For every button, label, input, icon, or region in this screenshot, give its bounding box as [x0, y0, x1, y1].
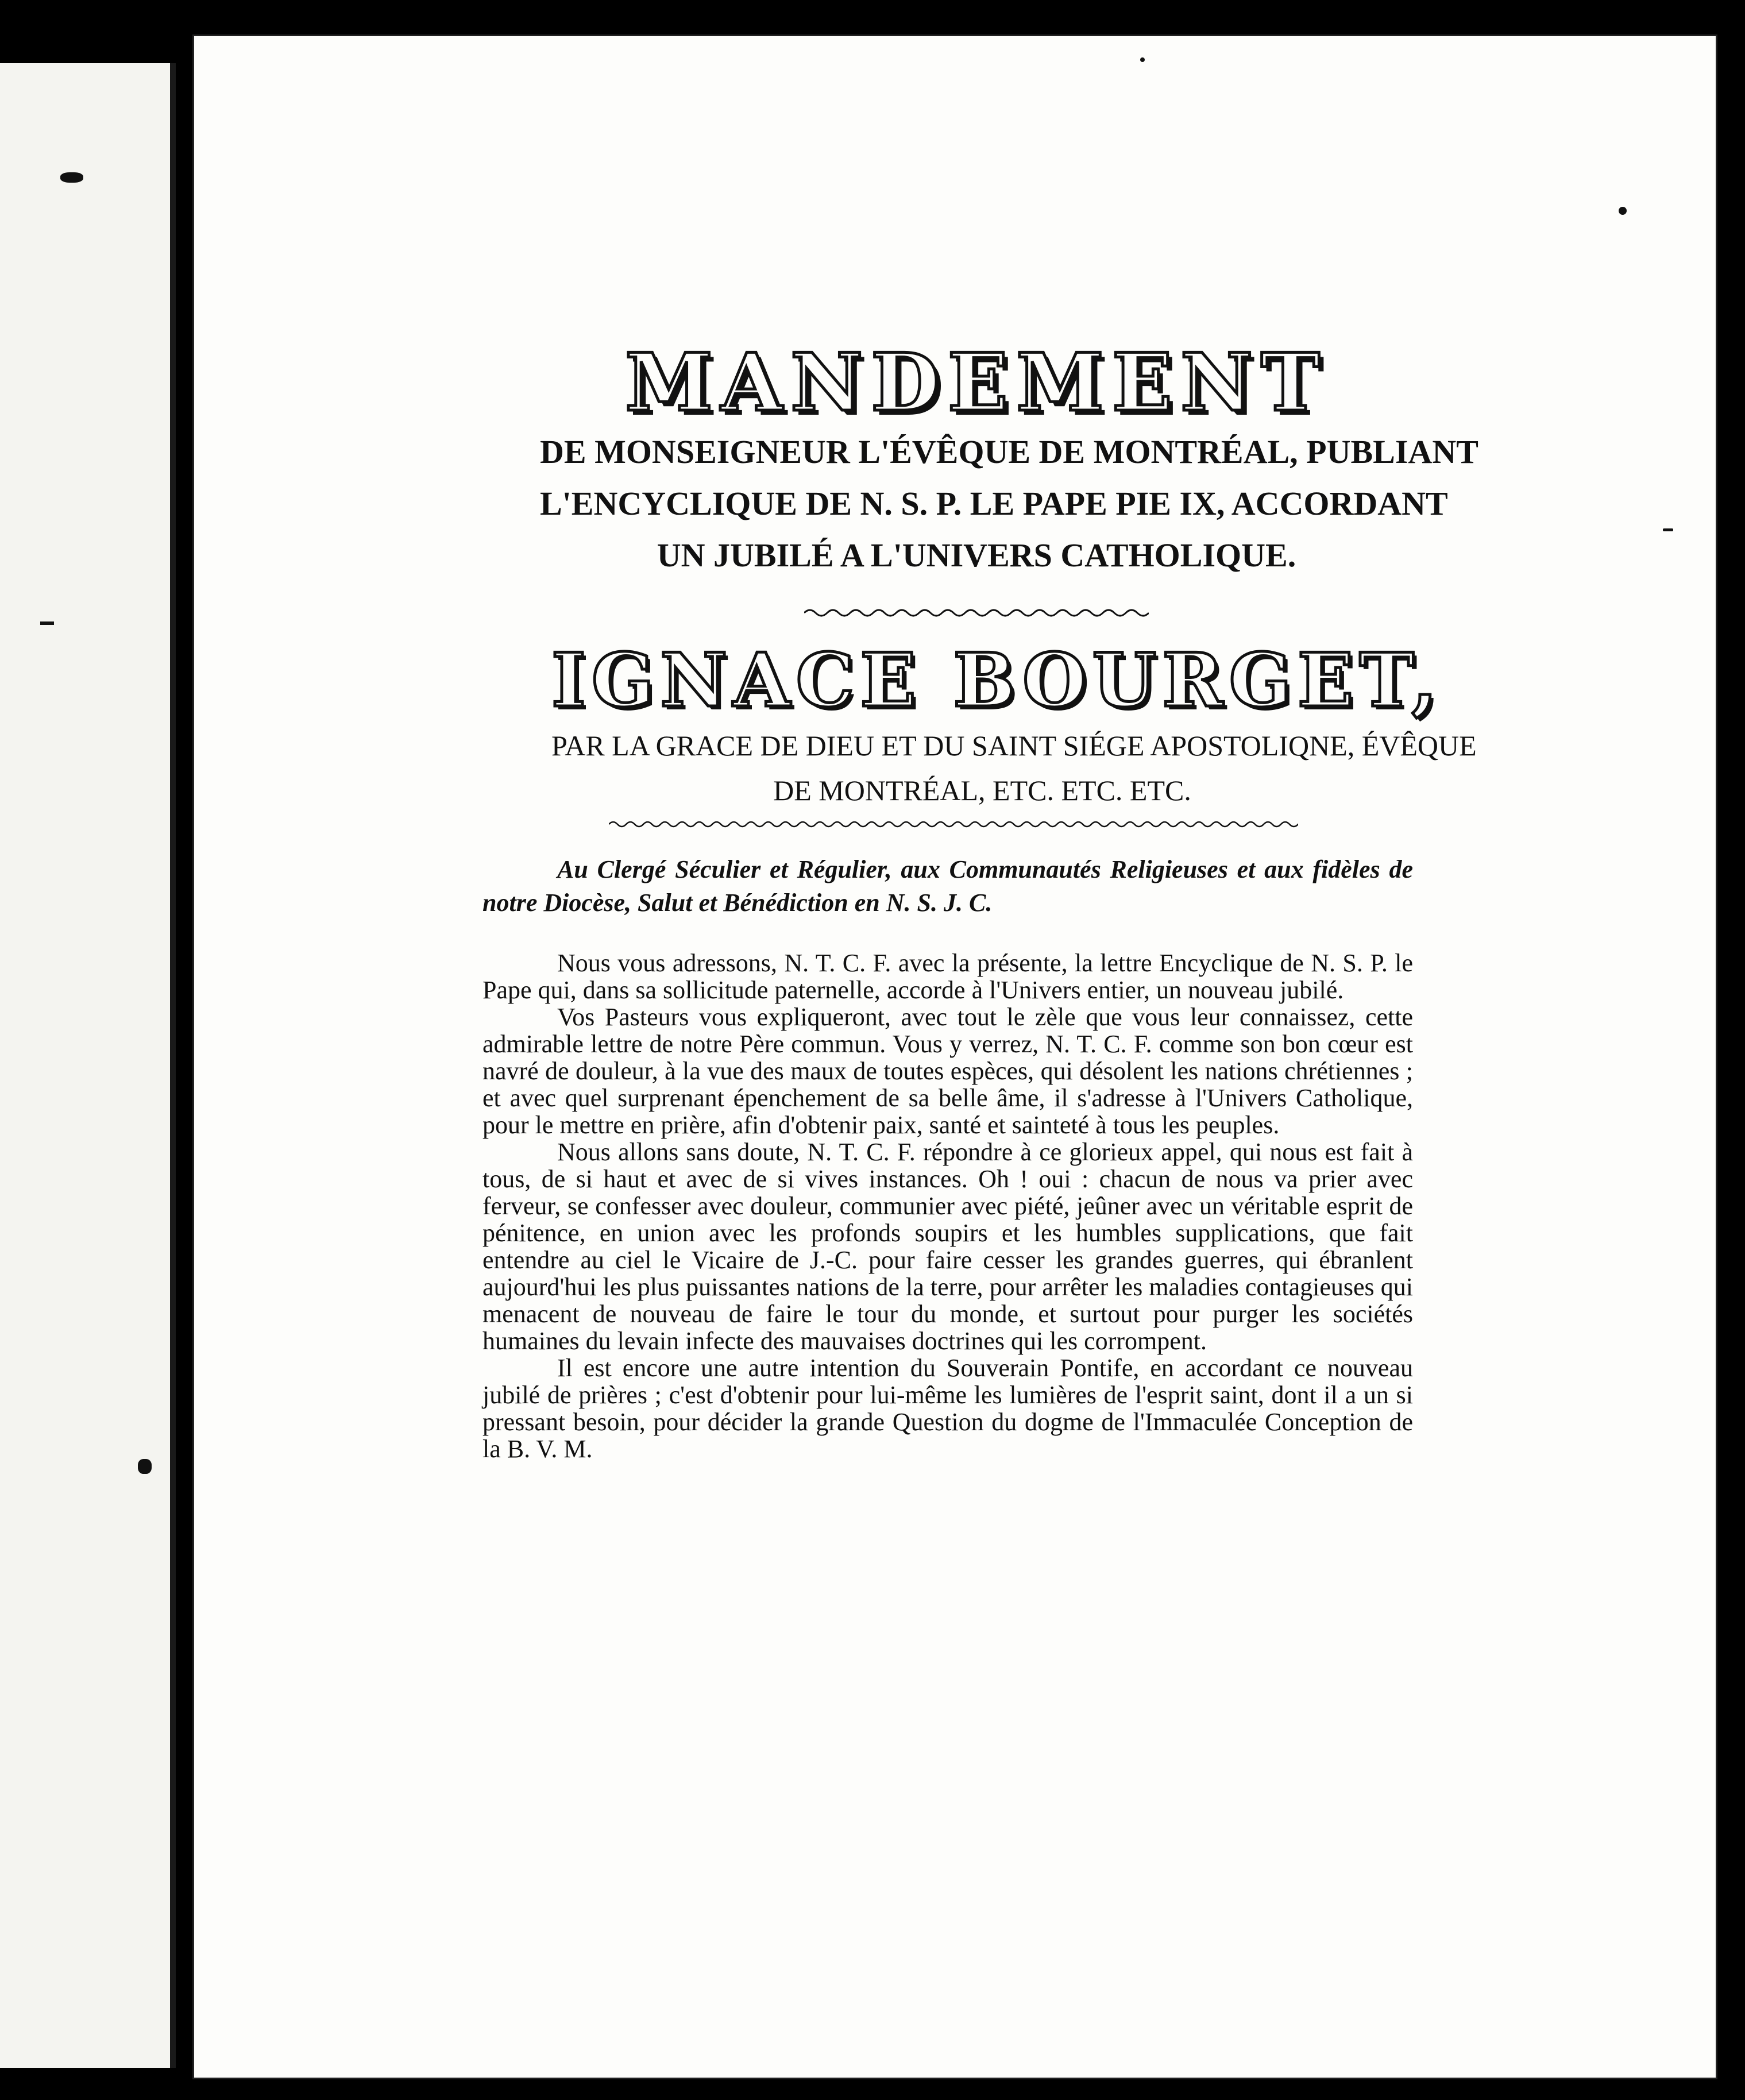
ink-speck	[40, 621, 54, 625]
document-title: MANDEMENT	[625, 335, 1328, 429]
ink-speck	[138, 1459, 152, 1474]
body-paragraph: Vos Pasteurs vous expliqueront, avec tout le zèle que vous leur connaissez, cette admirable lettre de notre Père commun. Vous y verrez, N. T. C. F. comme son bon cœur est navré de douleur, à la vue des maux de toutes espèces, qui désolent les nations chrétiennes ; et avec quel surprenant épenchement de sa belle âme, il s'adresse à l'Univers Catholique, pour le mettre en prière, afin d'obtenir paix, santé et sainteté à tous les peuples.	[482, 1002, 1413, 1139]
ink-speck	[1140, 57, 1145, 62]
ink-speck	[1663, 528, 1673, 531]
ink-speck	[1619, 207, 1627, 215]
bishop-name: IGNACE BOURGET,	[551, 637, 1443, 724]
bishop-title-line: DE MONTRÉAL, ETC. ETC. ETC.	[773, 774, 1191, 806]
mandement-text	[482, 335, 1478, 1463]
subtitle-line: UN JUBILÉ A L'UNIVERS CATHOLIQUE.	[657, 536, 1296, 574]
body-paragraph: Il est encore une autre intention du Souverain Pontife, en accordant ce nouveau jubilé de prières ; c'est d'obtenir pour lui-même les lumières de l'esprit saint, dont il a un si pressant besoin, pour décider la grande Question du dogme de l'Immaculée Conception de la B. V. M.	[482, 1353, 1413, 1463]
subtitle-line: DE MONSEIGNEUR L'ÉVÊQUE DE MONTRÉAL, PUBLIANT	[540, 433, 1478, 470]
wavy-divider	[804, 604, 1149, 621]
body-paragraph: Nous allons sans doute, N. T. C. F. répondre à ce glorieux appel, qui nous est fait à tous, de si haut et avec de si vives instances. Oh ! oui : chacun de nous va prier avec ferveur, se confesser avec douleur, communier avec piété, jeûner avec un véritable esprit de pénitence, en union avec les profonds soupirs et les humbles supplications, que fait entendre au ciel le Vicaire de J.-C. pour faire cesser les grandes guerres, qui ébranlent aujourd'hui les plus puissantes nations de la terre, pour arrêter les maladies contagieuses qui menacent de nouveau de faire le tour du monde, et surtout pour purger les sociétés humaines du levain infecte des mauvaises doctrines qui les corrompent.	[482, 1137, 1413, 1355]
subtitle-line: L'ENCYCLIQUE DE N. S. P. LE PAPE PIE IX, ACCORDANT	[540, 484, 1448, 522]
ink-speck	[60, 172, 83, 183]
salutation-address: Au Clergé Séculier et Régulier, aux Communautés Religieuses et aux fidèles de notre Diocèse, Salut et Bénédiction en N. S. J. C.	[482, 855, 1413, 917]
page-gutter	[170, 63, 176, 2068]
previous-page-edge	[0, 63, 175, 2068]
bishop-title-line: PAR LA GRACE DE DIEU ET DU SAINT SIÉGE APOSTOLIQNE, ÉVÊQUE	[551, 729, 1477, 762]
body-paragraph: Nous vous adressons, N. T. C. F. avec la présente, la lettre Encyclique de N. S. P. le Pape qui, dans sa sollicitude paternelle, accorde à l'Univers entier, un nouveau jubilé.	[482, 948, 1413, 1004]
wavy-divider	[609, 817, 1298, 831]
